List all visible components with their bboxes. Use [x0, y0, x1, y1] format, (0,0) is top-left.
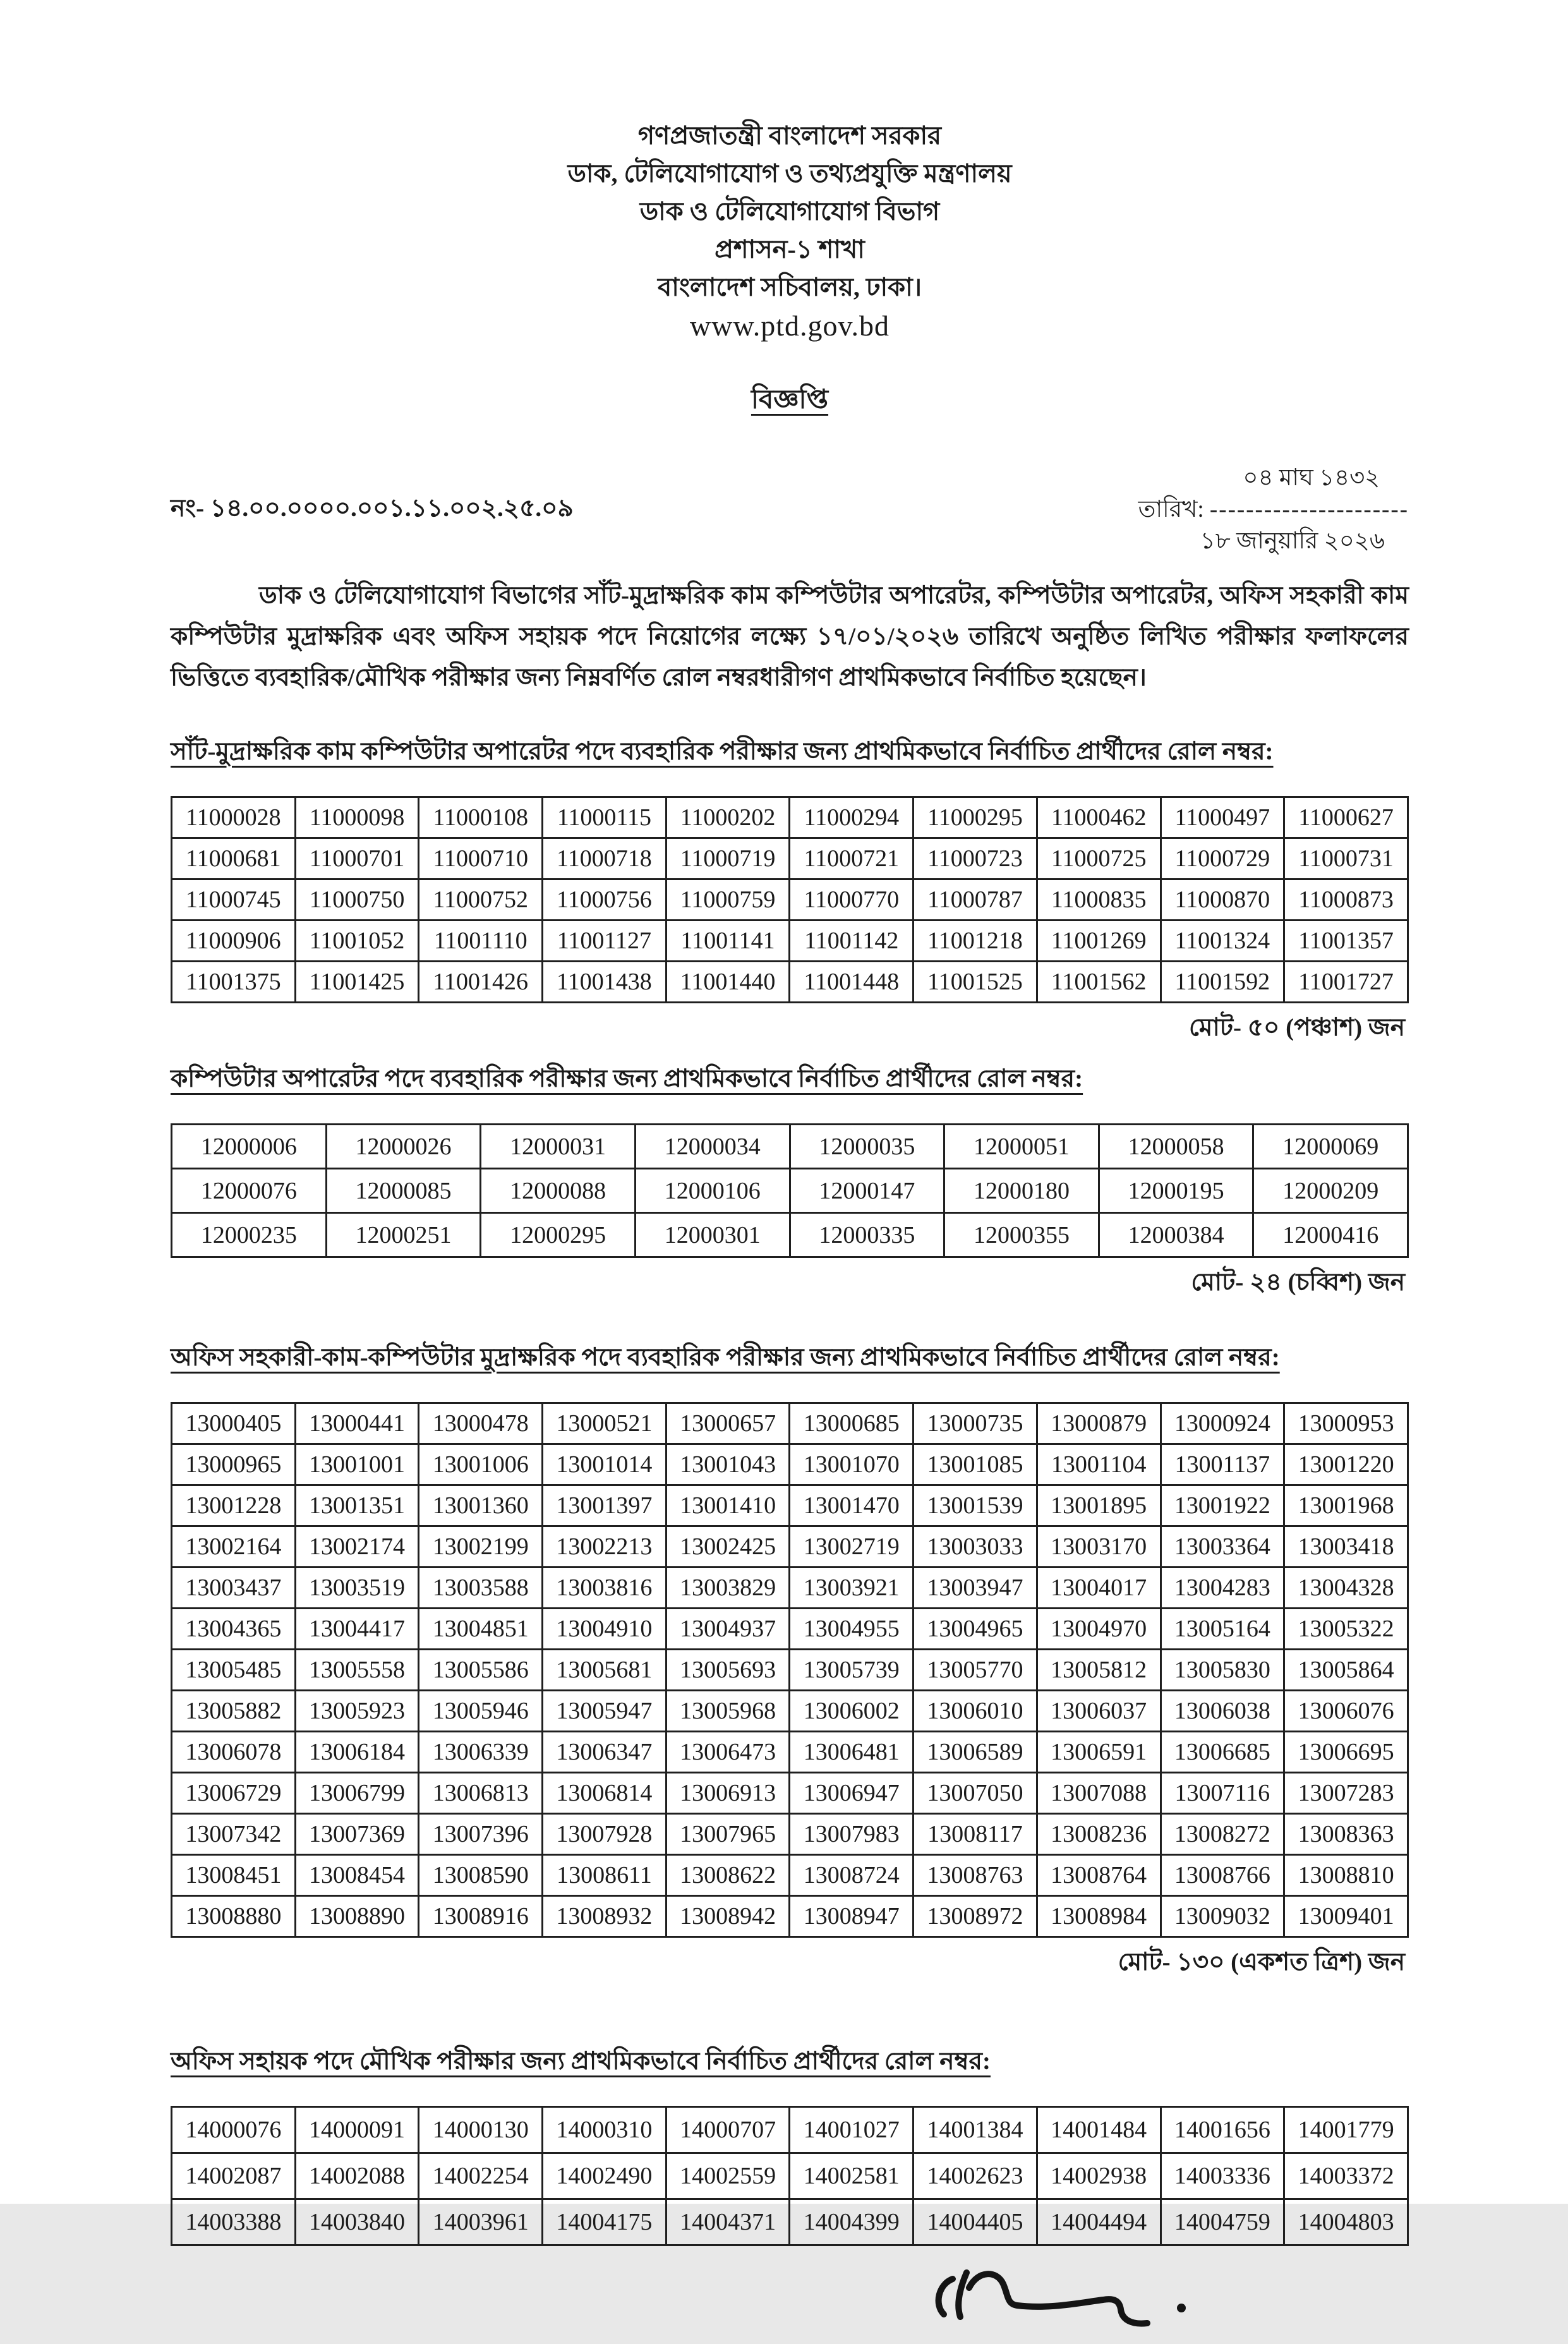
roll-cell: 13004417 — [295, 1609, 419, 1650]
roll-cell: 13001220 — [1284, 1444, 1408, 1485]
roll-cell: 13008890 — [295, 1896, 419, 1937]
roll-cell: 11000202 — [666, 797, 790, 838]
roll-cell: 13003947 — [914, 1568, 1037, 1609]
roll-cell: 11000835 — [1037, 879, 1161, 921]
roll-cell: 14000310 — [543, 2107, 666, 2153]
roll-cell: 13006799 — [295, 1773, 419, 1814]
roll-cell: 12000301 — [635, 1213, 790, 1257]
roll-cell: 14003840 — [295, 2199, 419, 2245]
roll-cell: 11001425 — [295, 962, 419, 1003]
roll-cell: 13008947 — [790, 1896, 914, 1937]
roll-cell: 11001448 — [790, 962, 914, 1003]
roll-cell: 14001656 — [1161, 2107, 1284, 2153]
roll-cell: 14002254 — [419, 2153, 543, 2199]
roll-cell: 12000088 — [481, 1169, 636, 1213]
roll-cell: 11000725 — [1037, 838, 1161, 879]
roll-cell: 12000416 — [1253, 1213, 1408, 1257]
roll-cell: 14004759 — [1161, 2199, 1284, 2245]
roll-cell: 13008972 — [914, 1896, 1037, 1937]
section-total-computer-operator: মোট- ২৪ (চব্বিশ) জন — [1191, 1269, 1405, 1296]
roll-cell: 13001043 — [666, 1444, 790, 1485]
roll-cell: 13008611 — [543, 1855, 666, 1896]
roll-cell: 13008984 — [1037, 1896, 1161, 1937]
roll-cell: 13005882 — [172, 1691, 296, 1732]
roll-cell: 13006481 — [790, 1732, 914, 1773]
roll-cell: 13008724 — [790, 1855, 914, 1896]
memo-meta-row — [171, 462, 1409, 557]
roll-cell: 13001070 — [790, 1444, 914, 1485]
roll-cell: 14001779 — [1284, 2107, 1408, 2153]
roll-cell: 13002213 — [543, 1526, 666, 1568]
roll-cell: 13001895 — [1037, 1485, 1161, 1526]
roll-cell: 14002087 — [172, 2153, 296, 2199]
roll-cell: 12000235 — [172, 1213, 327, 1257]
roll-row — [172, 1773, 1408, 1814]
roll-cell: 11000098 — [295, 797, 419, 838]
roll-cell: 14003388 — [172, 2199, 296, 2245]
roll-cell: 13001968 — [1284, 1485, 1408, 1526]
roll-cell: 14002559 — [666, 2153, 790, 2199]
header-line-branch: প্রশাসন-১ শাখা — [715, 235, 865, 263]
roll-cell: 13007283 — [1284, 1773, 1408, 1814]
roll-cell: 13003437 — [172, 1568, 296, 1609]
roll-cell: 11000627 — [1284, 797, 1408, 838]
roll-cell: 13003816 — [543, 1568, 666, 1609]
roll-cell: 13005946 — [419, 1691, 543, 1732]
roll-cell: 13007396 — [419, 1814, 543, 1855]
roll-cell: 13003364 — [1161, 1526, 1284, 1568]
roll-cell: 13006813 — [419, 1773, 543, 1814]
roll-cell: 13007088 — [1037, 1773, 1161, 1814]
roll-cell: 11001727 — [1284, 962, 1408, 1003]
section-total-office-assistant-typist: মোট- ১৩০ (একশত ত্রিশ) জন — [1118, 1948, 1405, 1976]
roll-cell: 11001525 — [914, 962, 1037, 1003]
roll-cell: 13006184 — [295, 1732, 419, 1773]
roll-cell: 11001324 — [1161, 921, 1284, 962]
roll-cell: 12000051 — [944, 1125, 1099, 1169]
roll-cell: 13001104 — [1037, 1444, 1161, 1485]
roll-cell: 14004803 — [1284, 2199, 1408, 2245]
roll-row — [172, 1526, 1408, 1568]
roll-cell: 11000759 — [666, 879, 790, 921]
roll-cell: 12000034 — [635, 1125, 790, 1169]
roll-row — [172, 1691, 1408, 1732]
roll-cell: 13001410 — [666, 1485, 790, 1526]
roll-cell: 13009032 — [1161, 1896, 1284, 1937]
roll-cell: 13004283 — [1161, 1568, 1284, 1609]
roll-cell: 12000035 — [790, 1125, 944, 1169]
roll-cell: 13008272 — [1161, 1814, 1284, 1855]
roll-cell: 13005558 — [295, 1650, 419, 1691]
roll-row — [172, 1568, 1408, 1609]
roll-cell: 12000251 — [326, 1213, 481, 1257]
roll-cell: 12000384 — [1099, 1213, 1253, 1257]
roll-cell: 14004371 — [666, 2199, 790, 2245]
roll-cell: 12000058 — [1099, 1125, 1253, 1169]
roll-cell: 13005812 — [1037, 1650, 1161, 1691]
roll-cell: 12000026 — [326, 1125, 481, 1169]
roll-row — [172, 797, 1408, 838]
roll-cell: 11000462 — [1037, 797, 1161, 838]
date-gregorian: ১৮ জানুয়ারি ২০২৬ — [1200, 528, 1385, 554]
roll-cell: 11001141 — [666, 921, 790, 962]
roll-cell: 13001397 — [543, 1485, 666, 1526]
roll-cell: 13008590 — [419, 1855, 543, 1896]
roll-cell: 13002164 — [172, 1526, 296, 1568]
govt-letterhead — [171, 117, 1409, 346]
roll-cell: 11000870 — [1161, 879, 1284, 921]
roll-table-office-assistant-typist — [171, 1402, 1409, 1938]
roll-cell: 13006010 — [914, 1691, 1037, 1732]
roll-cell: 11000770 — [790, 879, 914, 921]
roll-table-office-sohayok — [171, 2106, 1409, 2246]
roll-cell: 13005586 — [419, 1650, 543, 1691]
roll-cell: 14004405 — [914, 2199, 1037, 2245]
roll-cell: 13006729 — [172, 1773, 296, 1814]
roll-cell: 13005923 — [295, 1691, 419, 1732]
roll-cell: 13005864 — [1284, 1650, 1408, 1691]
roll-cell: 13005739 — [790, 1650, 914, 1691]
roll-cell: 13006037 — [1037, 1691, 1161, 1732]
roll-cell: 13000405 — [172, 1403, 296, 1444]
roll-cell: 13003519 — [295, 1568, 419, 1609]
roll-cell: 11000729 — [1161, 838, 1284, 879]
roll-row — [172, 838, 1408, 879]
roll-cell: 13006695 — [1284, 1732, 1408, 1773]
roll-cell: 13004937 — [666, 1609, 790, 1650]
roll-cell: 13006913 — [666, 1773, 790, 1814]
roll-cell: 11000718 — [543, 838, 666, 879]
roll-cell: 11001426 — [419, 962, 543, 1003]
roll-cell: 13008451 — [172, 1855, 296, 1896]
section-total-steno-typist: মোট- ৫০ (পঞ্চাশ) জন — [1188, 1014, 1405, 1041]
roll-cell: 13008880 — [172, 1896, 296, 1937]
section-heading-office-assistant-typist: অফিস সহকারী-কাম-কম্পিউটার মুদ্রাক্ষরিক পদে ব্যবহারিক পরীক্ষার জন্য প্রাথমিকভাবে নির্বাচিত প্রার্থীদের রোল নম্বর: — [171, 1344, 1280, 1371]
roll-cell: 11000731 — [1284, 838, 1408, 879]
roll-cell: 13005830 — [1161, 1650, 1284, 1691]
roll-row — [172, 1485, 1408, 1526]
roll-cell: 13005968 — [666, 1691, 790, 1732]
roll-cell: 13004965 — [914, 1609, 1037, 1650]
roll-cell: 13006002 — [790, 1691, 914, 1732]
roll-cell: 13004955 — [790, 1609, 914, 1650]
roll-cell: 13006591 — [1037, 1732, 1161, 1773]
roll-cell: 13000685 — [790, 1403, 914, 1444]
roll-cell: 14000091 — [295, 2107, 419, 2153]
roll-cell: 14000076 — [172, 2107, 296, 2153]
roll-cell: 11001218 — [914, 921, 1037, 962]
roll-cell: 14002581 — [790, 2153, 914, 2199]
roll-cell: 13004017 — [1037, 1568, 1161, 1609]
roll-cell: 11001357 — [1284, 921, 1408, 962]
roll-row — [172, 2153, 1408, 2199]
roll-cell: 14002938 — [1037, 2153, 1161, 2199]
roll-cell: 11000721 — [790, 838, 914, 879]
section-heading-office-sohayok: অফিস সহায়ক পদে মৌখিক পরীক্ষার জন্য প্রাথমিকভাবে নির্বাচিত প্রার্থীদের রোল নম্বর: — [171, 2048, 991, 2075]
roll-cell: 13003418 — [1284, 1526, 1408, 1568]
roll-cell: 11001562 — [1037, 962, 1161, 1003]
roll-cell: 12000195 — [1099, 1169, 1253, 1213]
date-block — [1138, 462, 1409, 557]
date-bangla-calendar: ০৪ মাঘ ১৪৩২ — [1243, 465, 1380, 491]
roll-cell: 13008622 — [666, 1855, 790, 1896]
roll-cell: 11000750 — [295, 879, 419, 921]
roll-cell: 11000681 — [172, 838, 296, 879]
roll-cell: 13008942 — [666, 1896, 790, 1937]
roll-cell: 13006076 — [1284, 1691, 1408, 1732]
roll-cell: 13004970 — [1037, 1609, 1161, 1650]
roll-cell: 13003170 — [1037, 1526, 1161, 1568]
roll-cell: 13008916 — [419, 1896, 543, 1937]
roll-cell: 11001269 — [1037, 921, 1161, 962]
roll-cell: 13002174 — [295, 1526, 419, 1568]
roll-cell: 13005947 — [543, 1691, 666, 1732]
memo-number: নং- ১৪.০০.০০০০.০০১.১১.০০২.২৫.০৯ — [171, 495, 574, 522]
header-line-government: গণপ্রজাতন্ত্রী বাংলাদেশ সরকার — [637, 121, 942, 150]
roll-cell: 14004494 — [1037, 2199, 1161, 2245]
roll-row — [172, 1896, 1408, 1937]
roll-cell: 13006473 — [666, 1732, 790, 1773]
roll-cell: 11000723 — [914, 838, 1037, 879]
date-label: তারিখ: — [1138, 497, 1210, 523]
roll-cell: 12000069 — [1253, 1125, 1408, 1169]
roll-cell: 13005485 — [172, 1650, 296, 1691]
roll-cell: 13007116 — [1161, 1773, 1284, 1814]
roll-cell: 13003829 — [666, 1568, 790, 1609]
roll-cell: 11000756 — [543, 879, 666, 921]
roll-cell: 14001027 — [790, 2107, 914, 2153]
roll-cell: 11001110 — [419, 921, 543, 962]
roll-row — [172, 962, 1408, 1003]
roll-cell: 11000719 — [666, 838, 790, 879]
roll-row — [172, 1650, 1408, 1691]
roll-cell: 13001228 — [172, 1485, 296, 1526]
roll-cell: 11001375 — [172, 962, 296, 1003]
roll-cell: 13005770 — [914, 1650, 1037, 1691]
roll-row — [172, 1125, 1408, 1169]
roll-cell: 13006814 — [543, 1773, 666, 1814]
roll-cell: 14002088 — [295, 2153, 419, 2199]
roll-cell: 12000180 — [944, 1169, 1099, 1213]
roll-cell: 14003336 — [1161, 2153, 1284, 2199]
roll-cell: 11000295 — [914, 797, 1037, 838]
roll-cell: 14000707 — [666, 2107, 790, 2153]
notice-title: বিজ্ঞপ্তি — [751, 385, 829, 414]
roll-row — [172, 1732, 1408, 1773]
roll-cell: 14002623 — [914, 2153, 1037, 2199]
roll-row — [172, 2107, 1408, 2153]
roll-cell: 13006347 — [543, 1732, 666, 1773]
intro-paragraph: ডাক ও টেলিযোগাযোগ বিভাগের সাঁট-মুদ্রাক্ষরিক কাম কম্পিউটার অপারেটর, কম্পিউটার অপারেটর, অফিস সহকারী কাম কম্পিউটার মুদ্রাক্ষরিক এবং অফিস সহায়ক পদে নিয়োগের লক্ষ্যে ১৭/০১/২০২৬ তারিখে অনুষ্ঠিত লিখিত পরীক্ষার ফলাফলের ভিত্তিতে ব্যবহারিক/মৌখিক পরীক্ষার জন্য নিম্নবর্ণিত রোল নম্বরধারীগণ প্রাথমিকভাবে নির্বাচিত হয়েছেন। — [171, 582, 1409, 691]
roll-cell: 12000295 — [481, 1213, 636, 1257]
header-line-secretariat: বাংলাদেশ সচিবালয়, ঢাকা। — [657, 273, 922, 301]
roll-cell: 13006685 — [1161, 1732, 1284, 1773]
roll-cell: 13000965 — [172, 1444, 296, 1485]
roll-cell: 13008763 — [914, 1855, 1037, 1896]
roll-cell: 13008932 — [543, 1896, 666, 1937]
roll-cell: 13004328 — [1284, 1568, 1408, 1609]
roll-cell: 13001137 — [1161, 1444, 1284, 1485]
roll-cell: 13000657 — [666, 1403, 790, 1444]
roll-table-computer-operator — [171, 1123, 1409, 1258]
roll-cell: 13001539 — [914, 1485, 1037, 1526]
roll-cell: 13008454 — [295, 1855, 419, 1896]
roll-cell: 13005681 — [543, 1650, 666, 1691]
roll-cell: 14001484 — [1037, 2107, 1161, 2153]
roll-cell: 11000752 — [419, 879, 543, 921]
roll-cell: 13002425 — [666, 1526, 790, 1568]
signature-scribble — [916, 2265, 1207, 2341]
roll-cell: 11000873 — [1284, 879, 1408, 921]
roll-cell: 12000085 — [326, 1169, 481, 1213]
roll-row — [172, 1403, 1408, 1444]
roll-cell: 11000497 — [1161, 797, 1284, 838]
roll-cell: 13000441 — [295, 1403, 419, 1444]
roll-cell: 11000906 — [172, 921, 296, 962]
roll-cell: 13007342 — [172, 1814, 296, 1855]
date-dashes: ---------------------- — [1209, 497, 1409, 523]
roll-cell: 13007050 — [914, 1773, 1037, 1814]
roll-cell: 13005322 — [1284, 1609, 1408, 1650]
roll-cell: 13006589 — [914, 1732, 1037, 1773]
roll-cell: 11001142 — [790, 921, 914, 962]
roll-row — [172, 1814, 1408, 1855]
roll-row — [172, 921, 1408, 962]
roll-cell: 13008766 — [1161, 1855, 1284, 1896]
header-line-division: ডাক ও টেলিযোগাযোগ বিভাগ — [639, 197, 940, 226]
roll-cell: 13005693 — [666, 1650, 790, 1691]
roll-cell: 14001384 — [914, 2107, 1037, 2153]
roll-cell: 13006339 — [419, 1732, 543, 1773]
roll-row — [172, 1609, 1408, 1650]
roll-cell: 13004910 — [543, 1609, 666, 1650]
roll-cell: 14002490 — [543, 2153, 666, 2199]
roll-cell: 11000115 — [543, 797, 666, 838]
roll-cell: 13001470 — [790, 1485, 914, 1526]
section-heading-computer-operator: কম্পিউটার অপারেটর পদে ব্যবহারিক পরীক্ষার জন্য প্রাথমিকভাবে নির্বাচিত প্রার্থীদের রোল নম্বর: — [171, 1065, 1083, 1092]
roll-cell: 13000478 — [419, 1403, 543, 1444]
roll-row — [172, 1855, 1408, 1896]
roll-cell: 13000735 — [914, 1403, 1037, 1444]
roll-cell: 12000147 — [790, 1169, 944, 1213]
section-heading-steno-typist: সাঁট-মুদ্রাক্ষরিক কাম কম্পিউটার অপারেটর পদে ব্যবহারিক পরীক্ষার জন্য প্রাথমিকভাবে নির্বাচিত প্রার্থীদের রোল নম্বর: — [171, 738, 1274, 765]
roll-row — [172, 1169, 1408, 1213]
website-url: www.ptd.gov.bd — [690, 310, 890, 342]
roll-cell: 13000953 — [1284, 1403, 1408, 1444]
roll-cell: 13008764 — [1037, 1855, 1161, 1896]
roll-cell: 11000701 — [295, 838, 419, 879]
roll-cell: 14004399 — [790, 2199, 914, 2245]
roll-cell: 12000076 — [172, 1169, 327, 1213]
roll-cell: 14000130 — [419, 2107, 543, 2153]
roll-cell: 11001052 — [295, 921, 419, 962]
roll-cell: 11001127 — [543, 921, 666, 962]
roll-cell: 12000355 — [944, 1213, 1099, 1257]
roll-cell: 13007369 — [295, 1814, 419, 1855]
roll-cell: 13001351 — [295, 1485, 419, 1526]
roll-cell: 13002199 — [419, 1526, 543, 1568]
roll-cell: 11000108 — [419, 797, 543, 838]
roll-row — [172, 1444, 1408, 1485]
roll-cell: 13008117 — [914, 1814, 1037, 1855]
roll-cell: 14004175 — [543, 2199, 666, 2245]
roll-cell: 13008236 — [1037, 1814, 1161, 1855]
roll-cell: 11001438 — [543, 962, 666, 1003]
roll-cell: 13003033 — [914, 1526, 1037, 1568]
roll-cell: 13007965 — [666, 1814, 790, 1855]
roll-cell: 11000745 — [172, 879, 296, 921]
date-label-line — [1138, 494, 1409, 526]
roll-cell: 13000879 — [1037, 1403, 1161, 1444]
roll-cell: 11000028 — [172, 797, 296, 838]
roll-cell: 11001592 — [1161, 962, 1284, 1003]
roll-cell: 13001014 — [543, 1444, 666, 1485]
roll-cell: 14003961 — [419, 2199, 543, 2245]
roll-cell: 13001001 — [295, 1444, 419, 1485]
roll-table-steno-typist — [171, 796, 1409, 1003]
roll-cell: 13007928 — [543, 1814, 666, 1855]
roll-cell: 13003588 — [419, 1568, 543, 1609]
roll-row — [172, 2199, 1408, 2245]
roll-cell: 11000710 — [419, 838, 543, 879]
roll-cell: 11000294 — [790, 797, 914, 838]
roll-cell: 13001085 — [914, 1444, 1037, 1485]
roll-row — [172, 879, 1408, 921]
roll-cell: 12000006 — [172, 1125, 327, 1169]
roll-cell: 13006947 — [790, 1773, 914, 1814]
roll-cell: 13006038 — [1161, 1691, 1284, 1732]
roll-cell: 13009401 — [1284, 1896, 1408, 1937]
roll-cell: 13004365 — [172, 1609, 296, 1650]
roll-cell: 13000521 — [543, 1403, 666, 1444]
roll-cell: 13008810 — [1284, 1855, 1408, 1896]
roll-cell: 12000031 — [481, 1125, 636, 1169]
roll-cell: 13006078 — [172, 1732, 296, 1773]
roll-cell: 14003372 — [1284, 2153, 1408, 2199]
roll-cell: 13004851 — [419, 1609, 543, 1650]
roll-cell: 12000335 — [790, 1213, 944, 1257]
roll-cell: 13000924 — [1161, 1403, 1284, 1444]
roll-cell: 11001440 — [666, 962, 790, 1003]
header-line-ministry: ডাক, টেলিযোগাযোগ ও তথ্যপ্রযুক্তি মন্ত্রণালয় — [567, 159, 1012, 188]
roll-cell: 12000106 — [635, 1169, 790, 1213]
roll-cell: 13001922 — [1161, 1485, 1284, 1526]
roll-cell: 13008363 — [1284, 1814, 1408, 1855]
roll-cell: 13001006 — [419, 1444, 543, 1485]
roll-cell: 13001360 — [419, 1485, 543, 1526]
roll-cell: 13005164 — [1161, 1609, 1284, 1650]
roll-cell: 11000787 — [914, 879, 1037, 921]
roll-cell: 13003921 — [790, 1568, 914, 1609]
roll-cell: 12000209 — [1253, 1169, 1408, 1213]
roll-cell: 13002719 — [790, 1526, 914, 1568]
roll-row — [172, 1213, 1408, 1257]
roll-cell: 13007983 — [790, 1814, 914, 1855]
